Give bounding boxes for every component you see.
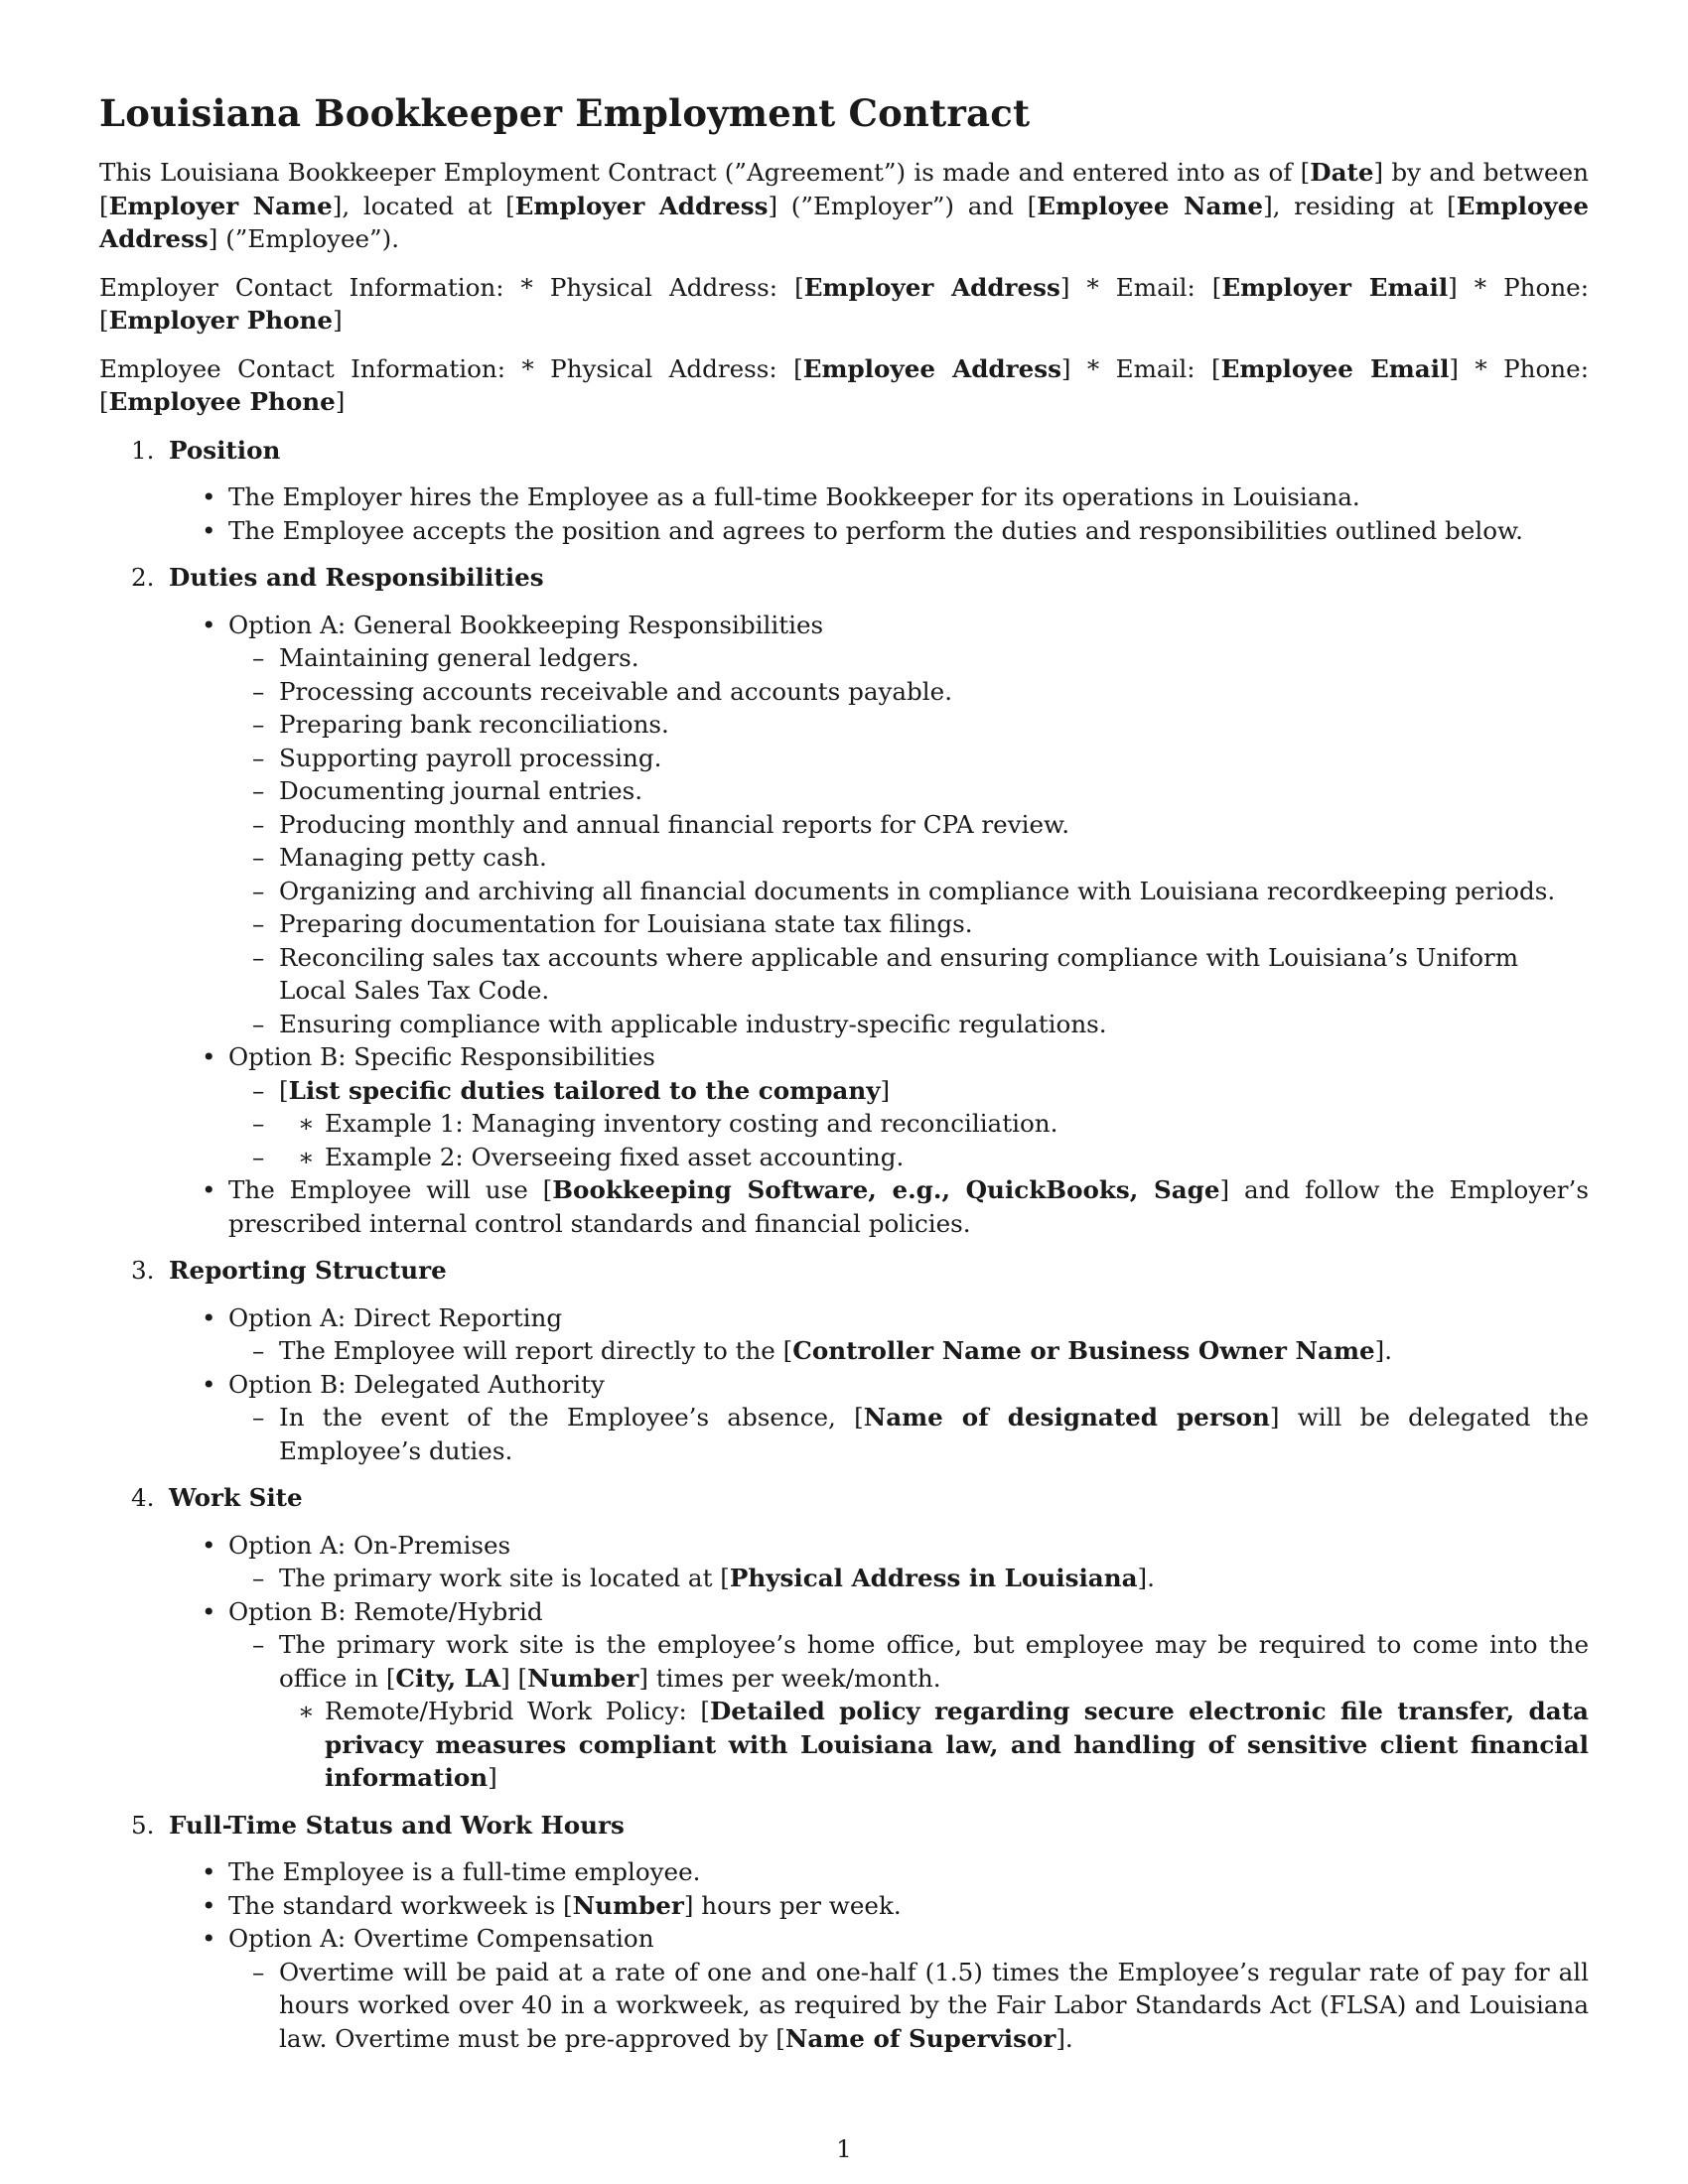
list-item: – Managing petty cash. bbox=[252, 843, 547, 872]
section-heading: 5. Full-Time Status and Work Hours bbox=[131, 1810, 625, 1840]
section-heading: 3. Reporting Structure bbox=[131, 1256, 447, 1285]
option-a-item: • Option A: General Bookkeeping Responsibilities bbox=[202, 610, 824, 639]
list-item: – Reconciling sales tax accounts where applicable and ensuring compliance with Louisiana’s Uniform Local Sales Tax Code. bbox=[252, 942, 1519, 1005]
list-item: – Documenting journal entries. bbox=[252, 776, 643, 805]
list-item: • The Employee will use [Bookkeeping Software, e.g., QuickBooks, Sage] and follow the Employer’s prescribed internal control standards and financial policies. bbox=[202, 1175, 1589, 1238]
list-item: – Overtime will be paid at a rate of one and one-half (1.5) times the Employee’s regular rate of pay for all hours worked over 40 in a workweek, as required by the Fair Labor Standards Act (FLSA) and Louisiana law. Overtime must be pre-approved by [Name of Supervisor]. bbox=[252, 1957, 1589, 2053]
list-item: • The Employee is a full-time employee. bbox=[202, 1857, 701, 1886]
list-item: – Supporting payroll processing. bbox=[252, 743, 662, 772]
option-b-item: • Option B: Remote/Hybrid bbox=[202, 1596, 543, 1626]
list-item: – In the event of the Employee’s absence, [Name of designated person] will be delegated the Employee’s duties. bbox=[252, 1403, 1589, 1465]
option-a-item: • Option A: On-Premises bbox=[202, 1530, 511, 1560]
option-a-item: • Option A: Direct Reporting bbox=[202, 1302, 563, 1332]
section-heading: 1. Position bbox=[131, 435, 281, 465]
contract-page bbox=[99, 91, 1589, 2055]
list-item: • The Employee accepts the position and agrees to perform the duties and responsibilities outlined below. bbox=[202, 515, 1523, 545]
employer-contact-paragraph: Employer Contact Information: * Physical Address: [Employer Address] * Email: [Employer Email] * Phone: [Employer Phone] bbox=[99, 272, 1589, 335]
section-heading: 2. Duties and Responsibilities bbox=[131, 563, 544, 592]
employee-contact-paragraph: Employee Contact Information: * Physical Address: [Employee Address] * Email: [Employee Email] * Phone: [Employee Phone] bbox=[99, 353, 1589, 416]
list-item: – Preparing bank reconciliations. bbox=[252, 710, 669, 739]
intro-paragraph: This Louisiana Bookkeeper Employment Contract (”Agreement”) is made and entered into as of [Date] by and between [Employer Name], located at [Employer Address] (”Employer”) and [Employee Name], residing at [Employee Address] (”Employee”). bbox=[99, 158, 1589, 253]
list-item: – Preparing documentation for Louisiana state tax filings. bbox=[252, 909, 973, 938]
list-item: – The primary work site is located at [Physical Address in Louisiana]. bbox=[252, 1564, 1155, 1592]
list-item: – ∗ Example 1: Managing inventory costing and reconciliation. bbox=[252, 1109, 1058, 1138]
section-work-hours bbox=[99, 1809, 1589, 2056]
list-item: – ∗ Example 2: Overseeing fixed asset accounting. bbox=[252, 1142, 905, 1171]
document-title: Louisiana Bookkeeper Employment Contract bbox=[99, 91, 1031, 135]
section-position bbox=[99, 434, 1589, 548]
list-item: – The primary work site is the employee’s home office, but employee may be required to come into the office in [City, LA] [Number] times per week/month. bbox=[252, 1630, 1589, 1693]
list-item: ∗ Remote/Hybrid Work Policy: [Detailed policy regarding secure electronic file transfer, data privacy measures compliant with Louisiana law, and handling of sensitive client financial information] bbox=[298, 1697, 1589, 1792]
option-a-item: • Option A: Overtime Compensation bbox=[202, 1924, 654, 1953]
list-item: – Organizing and archiving all financial documents in compliance with Louisiana recordkeeping periods. bbox=[252, 876, 1556, 905]
list-item: – [List specific duties tailored to the company] bbox=[252, 1075, 891, 1105]
list-item: – Ensuring compliance with applicable industry-specific regulations. bbox=[252, 1009, 1107, 1038]
list-item: • The standard workweek is [Number] hours per week. bbox=[202, 1890, 902, 1920]
section-work-site bbox=[99, 1481, 1589, 1795]
section-reporting bbox=[99, 1254, 1589, 1467]
list-item: – Maintaining general ledgers. bbox=[252, 643, 639, 672]
section-duties bbox=[99, 561, 1589, 1240]
section-heading: 4. Work Site bbox=[131, 1483, 303, 1512]
list-item: • The Employer hires the Employee as a full-time Bookkeeper for its operations in Louisiana. bbox=[202, 482, 1360, 511]
page-number: 1 bbox=[836, 2134, 852, 2163]
list-item: – Producing monthly and annual financial reports for CPA review. bbox=[252, 809, 1070, 839]
list-item: – Processing accounts receivable and accounts payable. bbox=[252, 676, 953, 706]
option-b-item: • Option B: Delegated Authority bbox=[202, 1369, 605, 1399]
option-b-item: • Option B: Specific Responsibilities bbox=[202, 1042, 655, 1071]
list-item: – The Employee will report directly to the [Controller Name or Business Owner Name]. bbox=[252, 1336, 1393, 1365]
